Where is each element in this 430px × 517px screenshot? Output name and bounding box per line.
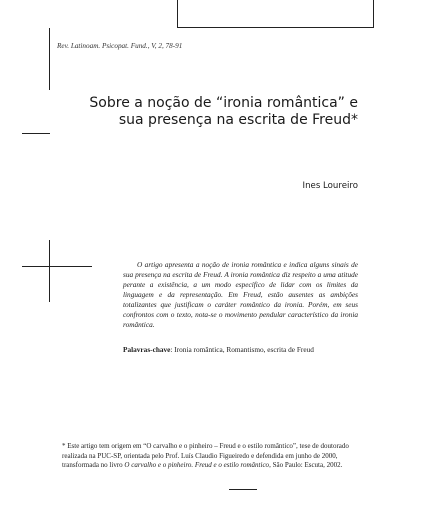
left-vertical-rule-upper [49, 28, 50, 90]
top-vertical-rule-left [177, 0, 178, 28]
keywords-value: Ironia romântica, Romantismo, escrita de Freud [174, 345, 314, 354]
top-vertical-rule-right [373, 0, 374, 28]
bottom-horizontal-rule [229, 489, 257, 490]
footnote-book-title: O carvalho e o pinheiro. Freud e o estilo romântico [124, 461, 270, 470]
keywords-separator: : [170, 345, 175, 354]
title-line-2: sua presença na escrita de Freud* [118, 112, 358, 128]
abstract-text: O artigo apresenta a noção de ironia romântica e indica alguns sinais de sua presença na escrita de Freud. A ironia romântica diz respeito a uma atitude perante a existência, a um modo específico de lidar com os limites da linguagem e da representação. Em Freud, estão ausentes as ambições totalizantes que justificam o caráter romântico da ironia. Porém, em seus confrontos com o texto, nota-se o movimento pendular característico da ironia romântica. [123, 260, 358, 329]
top-horizontal-rule [177, 27, 374, 28]
left-horizontal-rule [22, 133, 50, 134]
journal-citation: Rev. Latinoam. Psicopat. Fund., V, 2, 78-91 [57, 42, 183, 50]
title-line-1: Sobre a noção de “ironia romântica” e [89, 95, 358, 111]
keywords-label: Palavras-chave [123, 345, 171, 354]
side-horizontal-rule [22, 266, 92, 267]
author-name: Ines Loureiro [302, 181, 358, 191]
side-vertical-rule [49, 240, 50, 302]
article-title [18, 95, 358, 129]
footnote-text: * Este artigo tem origem em “O carvalho e o pinheiro – Freud e o estilo romântico”, tese de doutorado realizada na PUC-SP, orientada pelo Prof. Luís Claudio Figueiredo e defendida em junho de 2000, transformada no livro [62, 442, 349, 470]
footnote [62, 442, 362, 471]
footnote-publisher: , São Paulo: Escuta, 2002. [269, 461, 343, 470]
keywords [123, 345, 363, 355]
